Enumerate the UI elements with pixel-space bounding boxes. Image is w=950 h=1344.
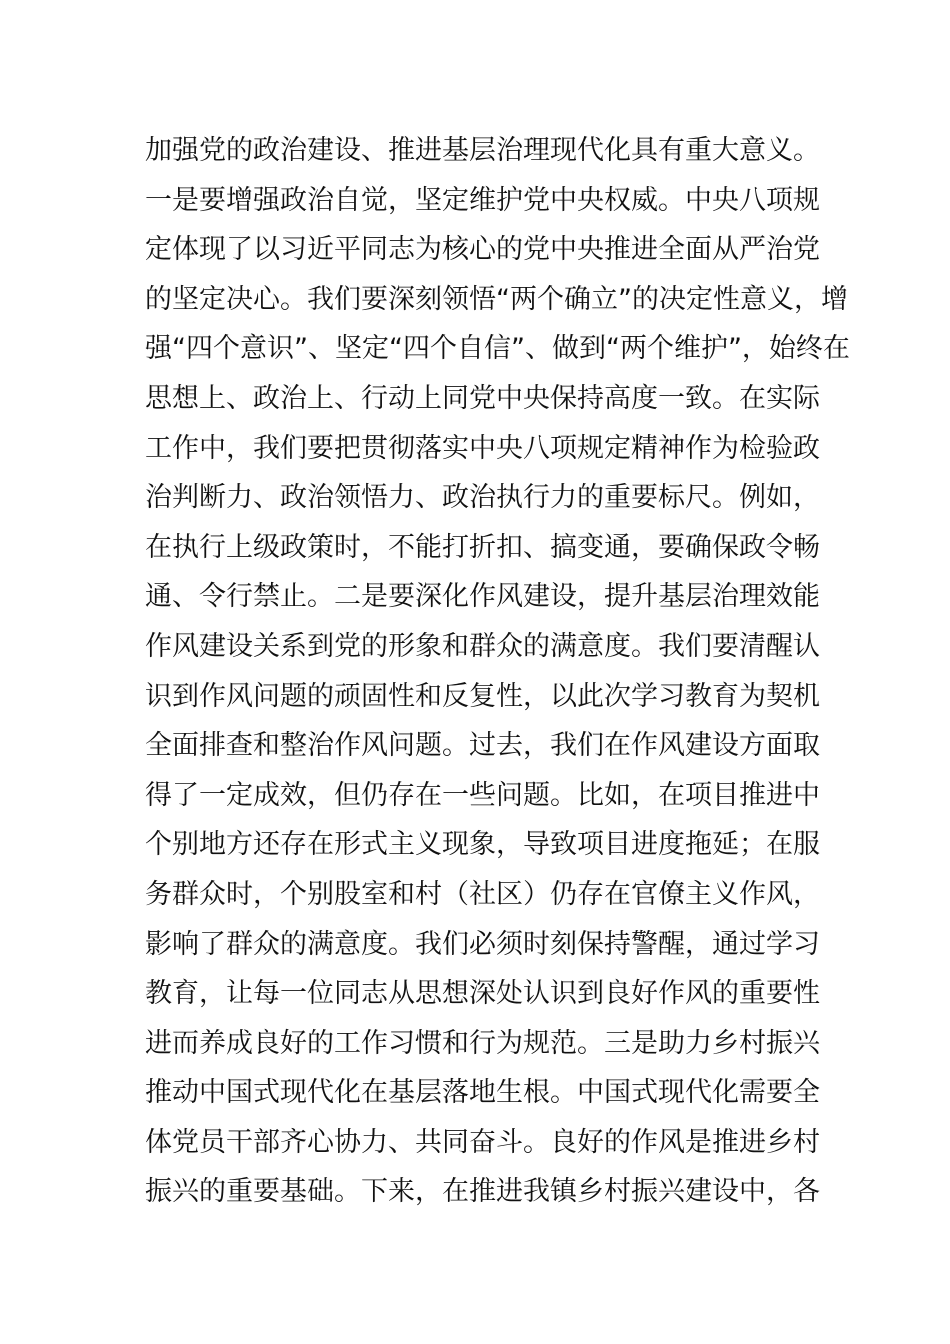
text-line-19: 进而养成良好的工作习惯和行为规范。三是助力乡村振兴 <box>145 1027 820 1059</box>
text-line-13: 全面排查和整治作风问题。过去，我们在作风建设方面取 <box>145 730 820 762</box>
text-line-4: 的坚定决心。我们要深刻领悟“两个确立”的决定性意义，增 <box>145 283 848 315</box>
text-line-12: 识到作风问题的顽固性和反复性，以此次学习教育为契机 <box>145 680 820 712</box>
text-line-9: 在执行上级政策时，不能打折扣、搞变通，要确保政令畅 <box>145 531 820 563</box>
text-line-2: 一是要增强政治自觉，坚定维护党中央权威。中央八项规 <box>145 184 820 216</box>
text-line-14: 得了一定成效，但仍存在一些问题。比如，在项目推进中 <box>145 779 820 811</box>
text-line-21: 体党员干部齐心协力、共同奋斗。良好的作风是推进乡村 <box>145 1126 820 1158</box>
text-line-3: 定体现了以习近平同志为核心的党中央推进全面从严治党 <box>145 234 820 266</box>
text-line-16: 务群众时，个别股室和村（社区）仍存在官僚主义作风， <box>145 878 820 910</box>
text-line-8: 治判断力、政治领悟力、政治执行力的重要标尺。例如， <box>145 482 820 514</box>
text-line-5: 强“四个意识”、坚定“四个自信”、做到“两个维护”，始终在 <box>145 333 850 365</box>
text-line-20: 推动中国式现代化在基层落地生根。中国式现代化需要全 <box>145 1077 820 1109</box>
text-line-7: 工作中，我们要把贯彻落实中央八项规定精神作为检验政 <box>145 432 820 464</box>
text-line-22: 振兴的重要基础。下来，在推进我镇乡村振兴建设中，各 <box>145 1176 820 1208</box>
text-line-1: 加强党的政治建设、推进基层治理现代化具有重大意义。 <box>145 135 820 166</box>
text-line-11: 作风建设关系到党的形象和群众的满意度。我们要清醒认 <box>145 630 820 662</box>
text-line-10: 通、令行禁止。二是要深化作风建设，提升基层治理效能 <box>145 581 820 613</box>
text-line-15: 个别地方还存在形式主义现象，导致项目进度拖延；在服 <box>145 829 820 861</box>
text-line-18: 教育，让每一位同志从思想深处认识到良好作风的重要性 <box>145 978 820 1010</box>
text-line-17: 影响了群众的满意度。我们必须时刻保持警醒，通过学习 <box>145 928 820 960</box>
text-line-6: 思想上、政治上、行动上同党中央保持高度一致。在实际 <box>145 382 820 414</box>
body-text <box>145 126 850 1217</box>
